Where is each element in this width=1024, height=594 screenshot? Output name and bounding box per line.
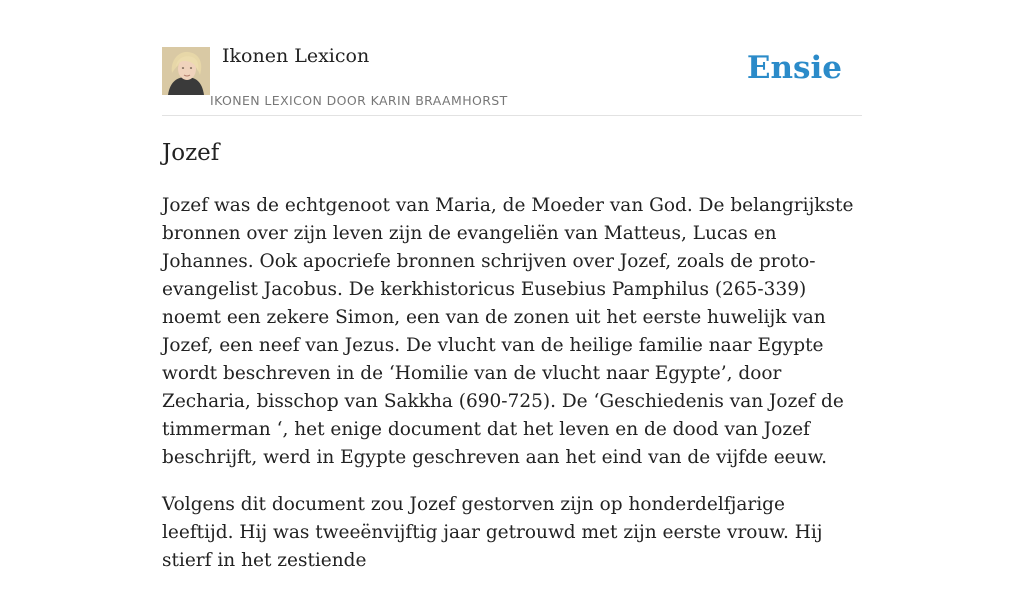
article-body [162, 192, 862, 594]
ensie-logo[interactable]: Ensie [746, 50, 842, 86]
site-header [162, 0, 862, 116]
avatar-portrait-icon [162, 47, 210, 95]
article-paragraph: Jozef was de echtgenoot van Maria, de Moeder van God. De belangrijkste bronnen over zijn leven zijn de evangeliën van Matteus, Lucas en Johannes. Ook apocriefe bronnen schrijven over Jozef, zoals de proto-evangelist Jacobus. De kerkhistoricus Eusebius Pamphilus (265-339) noemt een zekere Simon, een van de zonen uit het eerste huwelijk van Jozef, een neef van Jezus. De vlucht van de heilige familie naar Egypte wordt beschreven in de ‘Homilie van de vlucht naar Egypte’, door Zecharia, bisschop van Sakkha (690-725). De ‘Geschiedenis van Jozef de timmerman ‘, het enige document dat het leven en de dood van Jozef beschrijft, werd in Egypte geschreven aan het eind van de vijfde eeuw. [162, 195, 854, 468]
author-subtitle: IKONEN LEXICON DOOR KARIN BRAAMHORST [210, 93, 508, 108]
avatar[interactable] [162, 47, 210, 95]
article-paragraph: Volgens dit document zou Jozef gestorven zijn op honderdelfjarige leeftijd. Hij was tweeënvijftig jaar getrouwd met zijn eerste vrouw. Hij stierf in het zestiende [162, 494, 823, 571]
author-name[interactable]: Ikonen Lexicon [222, 45, 370, 67]
page-title: Jozef [162, 140, 220, 166]
